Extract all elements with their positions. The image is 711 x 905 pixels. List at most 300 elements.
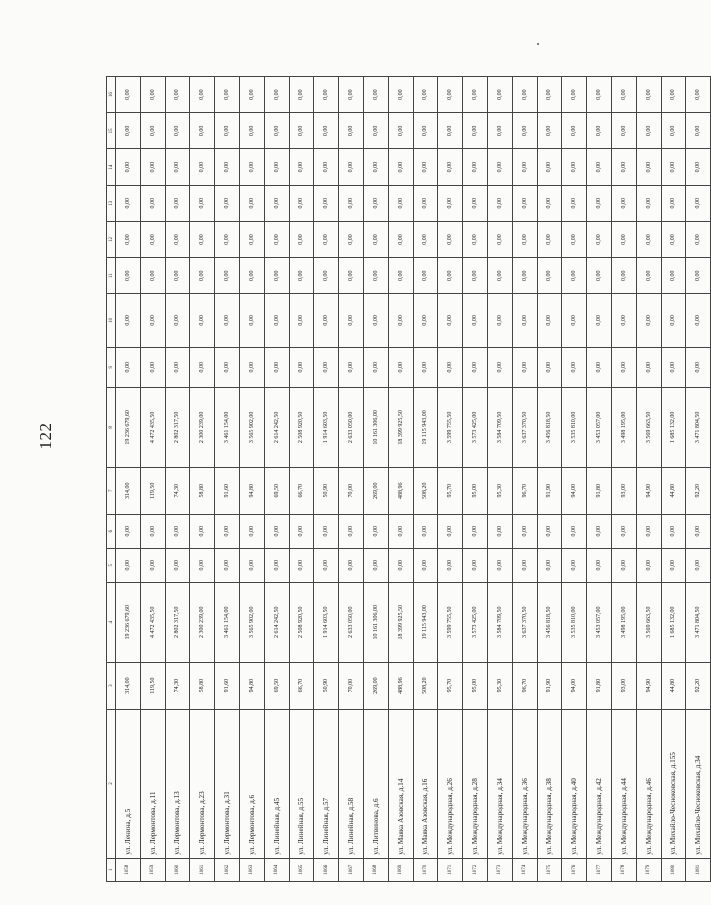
value-cell: 0,00	[190, 347, 215, 387]
table-row	[215, 77, 240, 882]
value-cell: 0,00	[264, 113, 289, 149]
address-cell: ул. Лермонтова, д.31	[215, 709, 240, 858]
value-cell: 0,00	[363, 294, 388, 347]
value-cell: 74,30	[165, 662, 190, 709]
value-cell: 0,00	[165, 185, 190, 221]
value-cell: 0,00	[487, 258, 512, 294]
value-cell: 0,00	[314, 113, 339, 149]
value-cell: 3 565 902,00	[239, 582, 264, 662]
address-cell: ул. Международная, д.40	[562, 709, 587, 858]
row-number-cell: 1064	[264, 858, 289, 881]
row-number-cell: 1078	[611, 858, 636, 881]
value-cell: 0,00	[388, 221, 413, 257]
value-cell: 0,00	[438, 77, 463, 113]
value-cell: 91,60	[215, 467, 240, 514]
value-cell: 0,00	[413, 258, 438, 294]
value-cell: 0,00	[611, 221, 636, 257]
row-number-cell: 1074	[512, 858, 537, 881]
value-cell: 0,00	[636, 77, 661, 113]
value-cell: 3 569 663,50	[636, 387, 661, 467]
value-cell: 0,00	[289, 548, 314, 582]
value-cell: 0,00	[611, 514, 636, 548]
value-cell: 0,00	[686, 514, 711, 548]
value-cell: 0,00	[289, 221, 314, 257]
value-cell: 44,80	[661, 662, 686, 709]
value-cell: 0,00	[116, 258, 141, 294]
address-cell: ул. Литвинова, д.6	[363, 709, 388, 858]
value-cell: 0,00	[140, 113, 165, 149]
value-cell: 0,00	[388, 113, 413, 149]
row-number-cell: 1079	[636, 858, 661, 881]
value-cell: 0,00	[587, 294, 612, 347]
value-cell: 0,00	[463, 548, 488, 582]
value-cell: 0,00	[636, 221, 661, 257]
value-cell: 0,00	[537, 294, 562, 347]
table-row	[388, 77, 413, 882]
value-cell: 0,00	[512, 294, 537, 347]
value-cell: 0,00	[116, 221, 141, 257]
value-cell: 0,00	[140, 258, 165, 294]
value-cell: 1 685 132,00	[661, 582, 686, 662]
value-cell: 0,00	[636, 258, 661, 294]
column-header: 13	[107, 185, 116, 221]
value-cell: 18 399 925,50	[388, 387, 413, 467]
value-cell: 0,00	[264, 221, 289, 257]
value-cell: 19 236 679,60	[116, 387, 141, 467]
address-cell: ул. Лермонтова, д.13	[165, 709, 190, 858]
column-header: 10	[107, 294, 116, 347]
value-cell: 0,00	[239, 347, 264, 387]
value-cell: 0,00	[611, 113, 636, 149]
value-cell: 0,00	[487, 185, 512, 221]
address-cell: ул. Международная, д.38	[537, 709, 562, 858]
value-cell: 0,00	[512, 221, 537, 257]
table-row	[661, 77, 686, 882]
column-header: 6	[107, 514, 116, 548]
value-cell: 19 115 943,00	[413, 582, 438, 662]
value-cell: 0,00	[140, 294, 165, 347]
value-cell: 0,00	[562, 258, 587, 294]
value-cell: 95,00	[463, 467, 488, 514]
row-number-cell: 1058	[116, 858, 141, 881]
value-cell: 0,00	[463, 149, 488, 185]
value-cell: 91,80	[587, 662, 612, 709]
value-cell: 0,00	[438, 294, 463, 347]
value-cell: 3 471 804,50	[686, 582, 711, 662]
value-cell: 0,00	[636, 294, 661, 347]
value-cell: 0,00	[463, 514, 488, 548]
value-cell: 0,00	[190, 221, 215, 257]
value-cell: 0,00	[363, 185, 388, 221]
data-table	[106, 76, 711, 882]
value-cell: 0,00	[289, 113, 314, 149]
value-cell: 1 914 603,50	[314, 387, 339, 467]
value-cell: 91,90	[537, 467, 562, 514]
value-cell: 0,00	[388, 347, 413, 387]
value-cell: 0,00	[512, 548, 537, 582]
value-cell: 0,00	[587, 347, 612, 387]
value-cell: 269,00	[363, 662, 388, 709]
value-cell: 0,00	[190, 77, 215, 113]
value-cell: 0,00	[611, 258, 636, 294]
value-cell: 0,00	[363, 514, 388, 548]
value-cell: 0,00	[562, 294, 587, 347]
value-cell: 3 461 154,00	[215, 582, 240, 662]
value-cell: 91,90	[537, 662, 562, 709]
value-cell: 0,00	[264, 258, 289, 294]
value-cell: 0,00	[289, 185, 314, 221]
value-cell: 0,00	[438, 185, 463, 221]
row-number-cell: 1077	[587, 858, 612, 881]
value-cell: 0,00	[686, 149, 711, 185]
value-cell: 50,90	[314, 662, 339, 709]
value-cell: 0,00	[116, 113, 141, 149]
table-row	[611, 77, 636, 882]
value-cell: 0,00	[388, 258, 413, 294]
value-cell: 0,00	[190, 113, 215, 149]
table-row	[289, 77, 314, 882]
value-cell: 0,00	[190, 514, 215, 548]
value-cell: 0,00	[537, 347, 562, 387]
value-cell: 3 453 057,00	[587, 387, 612, 467]
table-row	[239, 77, 264, 882]
value-cell: 0,00	[413, 514, 438, 548]
value-cell: 0,00	[413, 113, 438, 149]
value-cell: 0,00	[537, 77, 562, 113]
value-cell: 2 508 920,50	[289, 387, 314, 467]
value-cell: 0,00	[636, 185, 661, 221]
column-header: 9	[107, 347, 116, 387]
value-cell: 0,00	[438, 258, 463, 294]
column-header: 11	[107, 258, 116, 294]
row-number-cell: 1076	[562, 858, 587, 881]
value-cell: 0,00	[363, 77, 388, 113]
value-cell: 19 236 679,60	[116, 582, 141, 662]
value-cell: 2 614 242,50	[264, 582, 289, 662]
address-cell: ул. Маяка Азовская, д.16	[413, 709, 438, 858]
value-cell: 0,00	[413, 294, 438, 347]
value-cell: 0,00	[512, 185, 537, 221]
value-cell: 0,00	[239, 221, 264, 257]
value-cell: 0,00	[438, 514, 463, 548]
value-cell: 0,00	[636, 113, 661, 149]
value-cell: 0,00	[339, 347, 364, 387]
value-cell: 0,00	[512, 347, 537, 387]
value-cell: 0,00	[438, 221, 463, 257]
value-cell: 92,20	[686, 662, 711, 709]
value-cell: 3 461 154,00	[215, 387, 240, 467]
value-cell: 3 453 057,00	[587, 582, 612, 662]
value-cell: 0,00	[661, 514, 686, 548]
value-cell: 94,90	[636, 662, 661, 709]
value-cell: 3 599 755,50	[438, 387, 463, 467]
table-row	[140, 77, 165, 882]
address-cell: ул. Лермонтова, д.6	[239, 709, 264, 858]
address-cell: ул. Международная, д.28	[463, 709, 488, 858]
value-cell: 69,50	[264, 467, 289, 514]
row-number-cell: 1065	[289, 858, 314, 881]
value-cell: 0,00	[537, 113, 562, 149]
value-cell: 95,70	[438, 662, 463, 709]
table-header-row	[107, 77, 116, 882]
table-row	[487, 77, 512, 882]
value-cell: 0,00	[190, 548, 215, 582]
value-cell: 0,00	[339, 514, 364, 548]
value-cell: 0,00	[487, 77, 512, 113]
value-cell: 0,00	[264, 514, 289, 548]
row-number-cell: 1072	[463, 858, 488, 881]
value-cell: 314,00	[116, 662, 141, 709]
value-cell: 3 573 425,00	[463, 387, 488, 467]
value-cell: 0,00	[264, 77, 289, 113]
address-cell: ул. Лермонтова, д.11	[140, 709, 165, 858]
value-cell: 0,00	[264, 548, 289, 582]
value-cell: 0,00	[587, 149, 612, 185]
value-cell: 0,00	[587, 258, 612, 294]
value-cell: 66,70	[289, 662, 314, 709]
value-cell: 0,00	[537, 221, 562, 257]
value-cell: 91,80	[587, 467, 612, 514]
value-cell: 0,00	[314, 548, 339, 582]
column-header: 2	[107, 709, 116, 858]
column-header: 15	[107, 113, 116, 149]
value-cell: 0,00	[487, 149, 512, 185]
value-cell: 0,00	[611, 185, 636, 221]
value-cell: 10 161 306,00	[363, 387, 388, 467]
value-cell: 95,70	[438, 467, 463, 514]
value-cell: 0,00	[686, 185, 711, 221]
value-cell: 3 569 663,50	[636, 582, 661, 662]
value-cell: 3 637 370,50	[512, 582, 537, 662]
value-cell: 0,00	[487, 113, 512, 149]
value-cell: 0,00	[611, 294, 636, 347]
value-cell: 0,00	[636, 347, 661, 387]
address-cell: ул. Линейная, д.55	[289, 709, 314, 858]
value-cell: 119,50	[140, 662, 165, 709]
value-cell: 0,00	[140, 185, 165, 221]
value-cell: 0,00	[587, 113, 612, 149]
value-cell: 508,20	[413, 662, 438, 709]
value-cell: 2 300 239,00	[190, 582, 215, 662]
value-cell: 0,00	[215, 258, 240, 294]
value-cell: 0,00	[686, 77, 711, 113]
value-cell: 0,00	[140, 514, 165, 548]
address-cell: ул. Международная, д.26	[438, 709, 463, 858]
rotated-table-container	[106, 76, 703, 882]
value-cell: 3 599 755,50	[438, 582, 463, 662]
scan-speck	[537, 43, 539, 45]
table-row	[413, 77, 438, 882]
value-cell: 2 633 050,00	[339, 387, 364, 467]
value-cell: 0,00	[611, 149, 636, 185]
page-number: 122	[36, 422, 55, 450]
table-row	[587, 77, 612, 882]
value-cell: 3 573 425,00	[463, 582, 488, 662]
value-cell: 0,00	[264, 185, 289, 221]
value-cell: 0,00	[165, 221, 190, 257]
value-cell: 3 584 709,50	[487, 582, 512, 662]
value-cell: 0,00	[661, 113, 686, 149]
value-cell: 3 535 810,00	[562, 387, 587, 467]
row-number-cell: 1060	[165, 858, 190, 881]
value-cell: 0,00	[239, 77, 264, 113]
value-cell: 66,70	[289, 467, 314, 514]
column-header: 1	[107, 858, 116, 881]
address-cell: ул. Лермонтова, д.23	[190, 709, 215, 858]
value-cell: 0,00	[339, 294, 364, 347]
value-cell: 0,00	[165, 149, 190, 185]
address-cell: ул. Ленина, д.5	[116, 709, 141, 858]
value-cell: 18 399 925,50	[388, 582, 413, 662]
value-cell: 0,00	[215, 149, 240, 185]
value-cell: 0,00	[562, 149, 587, 185]
value-cell: 0,00	[661, 185, 686, 221]
value-cell: 0,00	[413, 149, 438, 185]
column-header: 5	[107, 548, 116, 582]
value-cell: 314,00	[116, 467, 141, 514]
table-row	[636, 77, 661, 882]
column-header: 12	[107, 221, 116, 257]
value-cell: 0,00	[438, 347, 463, 387]
value-cell: 0,00	[339, 258, 364, 294]
value-cell: 0,00	[215, 548, 240, 582]
address-cell: ул. Международная, д.46	[636, 709, 661, 858]
value-cell: 488,96	[388, 467, 413, 514]
column-header: 8	[107, 387, 116, 467]
value-cell: 96,70	[512, 662, 537, 709]
value-cell: 0,00	[636, 548, 661, 582]
row-number-cell: 1066	[314, 858, 339, 881]
value-cell: 0,00	[537, 514, 562, 548]
value-cell: 0,00	[438, 548, 463, 582]
value-cell: 0,00	[339, 185, 364, 221]
value-cell: 4 472 435,50	[140, 387, 165, 467]
value-cell: 119,50	[140, 467, 165, 514]
table-row	[537, 77, 562, 882]
table-row	[165, 77, 190, 882]
value-cell: 0,00	[289, 514, 314, 548]
value-cell: 93,00	[611, 662, 636, 709]
value-cell: 0,00	[264, 149, 289, 185]
value-cell: 0,00	[686, 221, 711, 257]
value-cell: 95,00	[463, 662, 488, 709]
value-cell: 92,20	[686, 467, 711, 514]
value-cell: 3 637 370,50	[512, 387, 537, 467]
value-cell: 0,00	[314, 258, 339, 294]
value-cell: 0,00	[587, 514, 612, 548]
value-cell: 94,00	[562, 662, 587, 709]
table-row	[314, 77, 339, 882]
value-cell: 0,00	[314, 77, 339, 113]
value-cell: 0,00	[661, 258, 686, 294]
value-cell: 94,80	[239, 467, 264, 514]
table-row	[562, 77, 587, 882]
address-cell: ул. Михайло-Чесноковская, д.34	[686, 709, 711, 858]
value-cell: 0,00	[363, 347, 388, 387]
value-cell: 50,90	[314, 467, 339, 514]
value-cell: 0,00	[463, 221, 488, 257]
value-cell: 0,00	[116, 514, 141, 548]
value-cell: 0,00	[611, 347, 636, 387]
row-number-cell: 1061	[190, 858, 215, 881]
row-number-cell: 1081	[686, 858, 711, 881]
value-cell: 0,00	[215, 294, 240, 347]
value-cell: 0,00	[463, 113, 488, 149]
value-cell: 0,00	[661, 77, 686, 113]
value-cell: 0,00	[636, 149, 661, 185]
value-cell: 0,00	[289, 347, 314, 387]
value-cell: 0,00	[512, 514, 537, 548]
value-cell: 0,00	[190, 294, 215, 347]
address-cell: ул. Международная, д.34	[487, 709, 512, 858]
value-cell: 1 914 603,50	[314, 582, 339, 662]
value-cell: 0,00	[314, 221, 339, 257]
value-cell: 0,00	[512, 258, 537, 294]
value-cell: 44,80	[661, 467, 686, 514]
value-cell: 0,00	[463, 294, 488, 347]
value-cell: 0,00	[116, 77, 141, 113]
value-cell: 0,00	[116, 347, 141, 387]
value-cell: 0,00	[215, 221, 240, 257]
value-cell: 0,00	[215, 185, 240, 221]
value-cell: 0,00	[363, 221, 388, 257]
value-cell: 3 456 818,50	[537, 387, 562, 467]
value-cell: 0,00	[289, 258, 314, 294]
table-row	[264, 77, 289, 882]
value-cell: 0,00	[661, 221, 686, 257]
row-number-cell: 1059	[140, 858, 165, 881]
value-cell: 0,00	[314, 185, 339, 221]
value-cell: 0,00	[661, 347, 686, 387]
column-header: 3	[107, 662, 116, 709]
value-cell: 0,00	[388, 149, 413, 185]
value-cell: 0,00	[363, 548, 388, 582]
value-cell: 0,00	[438, 149, 463, 185]
value-cell: 0,00	[661, 149, 686, 185]
value-cell: 0,00	[413, 77, 438, 113]
address-cell: ул. Международная, д.36	[512, 709, 537, 858]
value-cell: 2 802 317,50	[165, 582, 190, 662]
column-header: 14	[107, 149, 116, 185]
value-cell: 2 300 239,00	[190, 387, 215, 467]
value-cell: 0,00	[140, 149, 165, 185]
value-cell: 0,00	[314, 347, 339, 387]
value-cell: 0,00	[215, 77, 240, 113]
address-cell: ул. Линейная, д.45	[264, 709, 289, 858]
value-cell: 0,00	[512, 77, 537, 113]
value-cell: 3 584 709,50	[487, 387, 512, 467]
address-cell: ул. Линейная, д.57	[314, 709, 339, 858]
value-cell: 0,00	[264, 294, 289, 347]
value-cell: 70,00	[339, 467, 364, 514]
value-cell: 0,00	[289, 77, 314, 113]
value-cell: 1 685 132,00	[661, 387, 686, 467]
value-cell: 0,00	[388, 548, 413, 582]
value-cell: 3 498 195,00	[611, 582, 636, 662]
value-cell: 3 565 902,00	[239, 387, 264, 467]
value-cell: 0,00	[314, 294, 339, 347]
row-number-cell: 1067	[339, 858, 364, 881]
value-cell: 3 471 804,50	[686, 387, 711, 467]
value-cell: 0,00	[562, 77, 587, 113]
value-cell: 508,20	[413, 467, 438, 514]
value-cell: 0,00	[661, 548, 686, 582]
value-cell: 0,00	[537, 149, 562, 185]
value-cell: 0,00	[289, 294, 314, 347]
value-cell: 0,00	[487, 514, 512, 548]
value-cell: 0,00	[165, 514, 190, 548]
value-cell: 0,00	[239, 294, 264, 347]
